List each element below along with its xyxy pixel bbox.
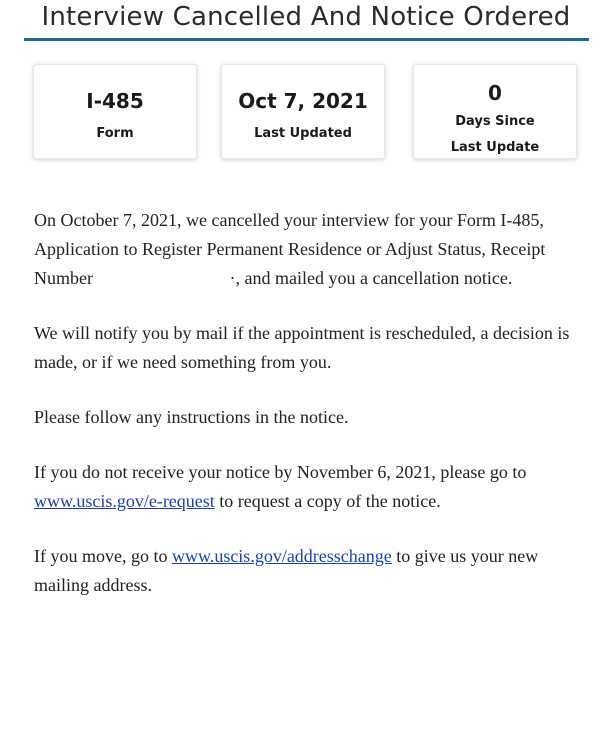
paragraph-address-change (34, 542, 579, 600)
notice-request-text-end: to request a copy of the notice. (219, 491, 441, 511)
days-since-card (413, 64, 577, 159)
form-card (33, 64, 197, 159)
cancellation-text: On October 7, 2021, we cancelled your interview for your Form I-485, Application to Register Permanent Residence or Adjust Status, Receipt Number (34, 210, 546, 288)
notice-request-text: If you do not receive your notice by November 6, 2021, please go to (34, 462, 527, 482)
last-updated-label: Last Updated (254, 126, 352, 141)
cancellation-text-end: and mailed you a cancellation notice. (244, 268, 513, 288)
address-change-text-end: to give us your new mailing address. (34, 546, 539, 595)
receipt-fragment: ·, (229, 268, 240, 288)
form-label: Form (96, 126, 134, 141)
title-divider (24, 38, 589, 41)
days-since-label-line2: Last Update (450, 140, 540, 155)
last-updated-card (221, 64, 385, 159)
days-since-count: 0 (488, 81, 502, 105)
paragraph-instructions: Please follow any instructions in the notice. (34, 407, 349, 427)
form-number: I-485 (86, 89, 144, 113)
page-title: Interview Cancelled And Notice Ordered (41, 2, 571, 32)
paragraph-notice-request (34, 458, 579, 516)
e-request-link[interactable]: www.uscis.gov/e-request (34, 491, 215, 511)
paragraph-notify: We will notify you by mail if the appointment is rescheduled, a decision is made, or if we need something from you. (34, 323, 570, 372)
paragraph-cancellation (34, 206, 579, 293)
last-updated-date: Oct 7, 2021 (238, 89, 368, 113)
days-since-label-line1: Days Since (455, 114, 535, 129)
case-status-body (34, 206, 579, 626)
address-change-text: If you move, go to (34, 546, 168, 566)
address-change-link[interactable]: www.uscis.gov/addresschange (171, 546, 392, 566)
